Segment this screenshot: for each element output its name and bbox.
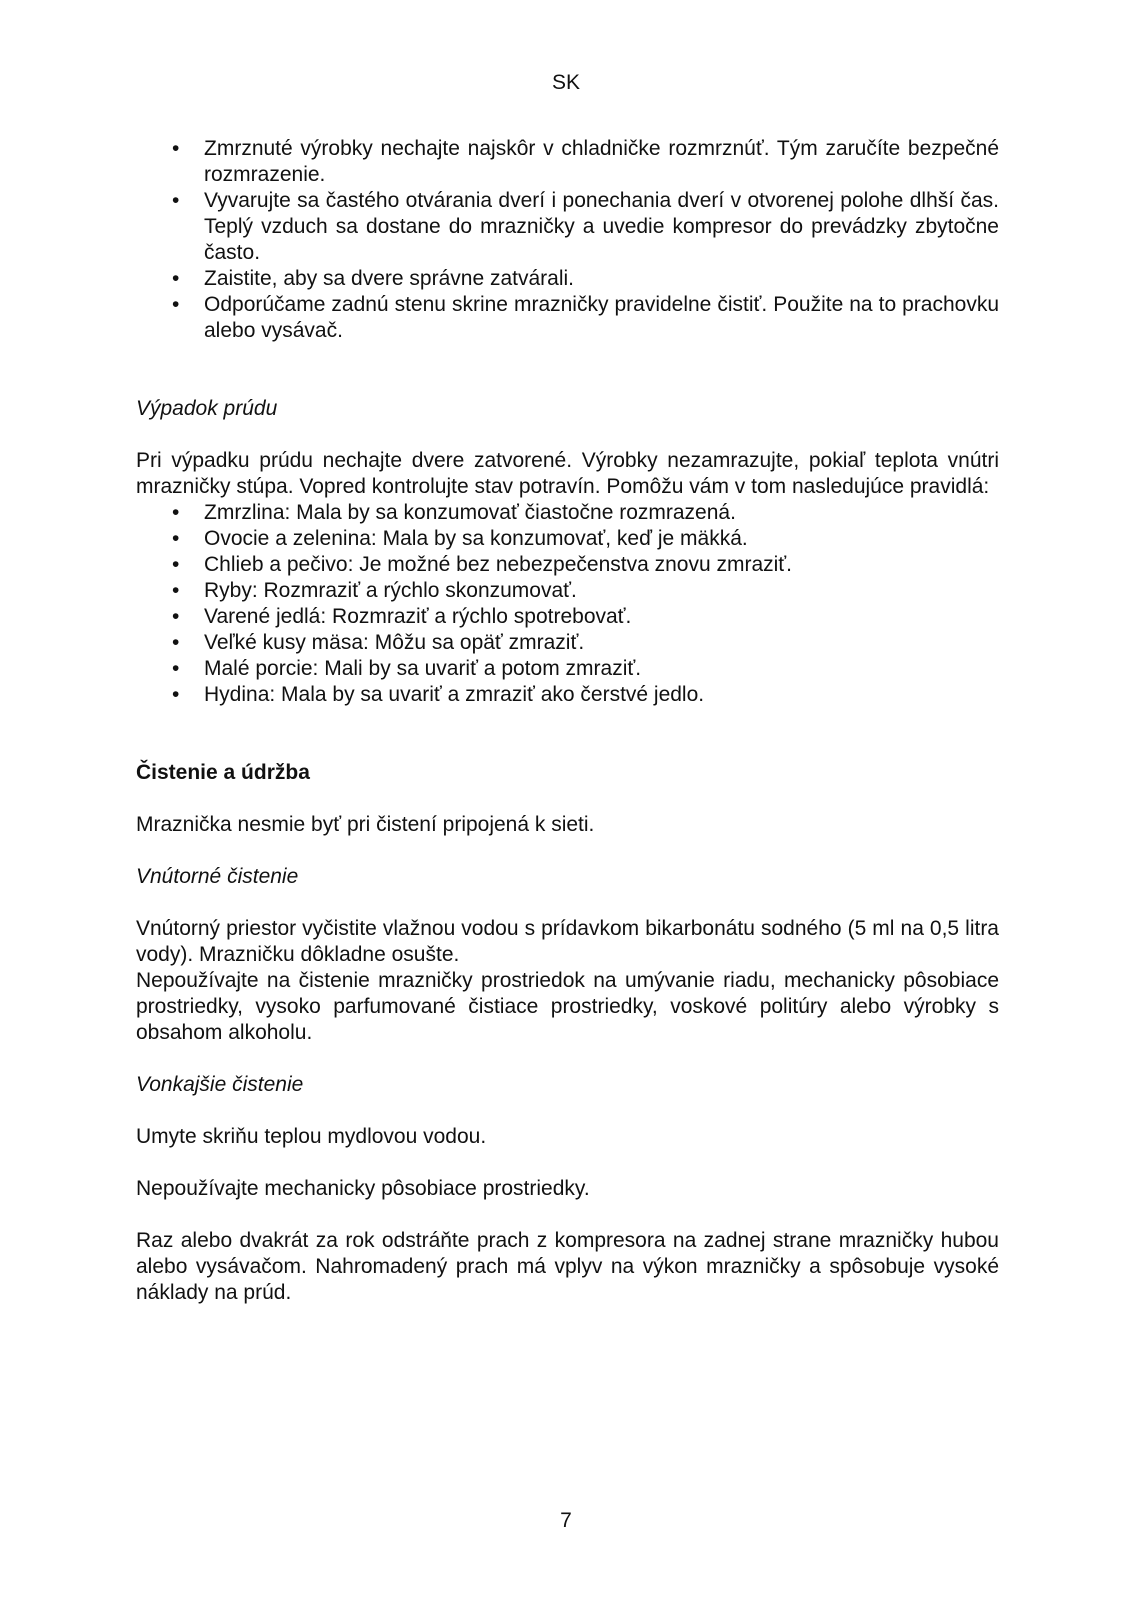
list-item [136,656,999,682]
interior-cleaning-paragraph: Vnútorný priestor vyčistite vlažnou vodou s prídavkom bikarbonátu sodného (5 ml na 0,5 litra vody). Mrazničku dôkladne osušte. [136,917,999,966]
exterior-cleaning-heading: Vonkajšie čistenie [136,1073,304,1096]
bullet-icon: • [172,501,180,524]
power-outage-intro: Pri výpadku prúdu nechajte dvere zatvorené. Výrobky nezamrazujte, pokiaľ teplota vnútri mrazničky stúpa. Vopred kontrolujte stav potravín. Pomôžu vám v tom nasledujúce pravidlá: [136,449,999,498]
list-item [136,630,999,656]
list-item [136,266,999,292]
list-item-text: Hydina: Mala by sa uvariť a zmraziť ako čerstvé jedlo. [204,683,705,706]
bullet-icon: • [172,579,180,602]
list-item-text: Odporúčame zadnú stenu skrine mrazničky pravidelne čistiť. Použite na to prachovku alebo vysávač. [204,293,999,342]
list-item [136,188,999,266]
list-item [136,526,999,552]
list-item-text: Zmrzlina: Mala by sa konzumovať čiastočne rozmrazená. [204,501,736,524]
bullet-icon: • [172,631,180,654]
interior-cleaning-warning: Nepoužívajte na čistenie mrazničky prostriedok na umývanie riadu, mechanicky pôsobiace prostriedky, vysoko parfumované čistiace prostriedky, voskové politúry alebo výrobky s obsahom alkoholu. [136,969,999,1044]
list-item-text: Vyvarujte sa častého otvárania dverí i ponechania dverí v otvorenej polohe dlhší čas. Teplý vzduch sa dostane do mrazničky a uvedie kompresor do prevádzky zbytočne často. [204,189,999,264]
bullet-icon: • [172,553,180,576]
list-item-text: Zaistite, aby sa dvere správne zatvárali. [204,267,575,290]
bullet-icon: • [172,293,180,316]
compressor-dust-paragraph: Raz alebo dvakrát za rok odstráňte prach z kompresora na zadnej strane mrazničky hubou alebo vysávačom. Nahromadený prach má vplyv na výkon mrazničky a spôsobuje vysoké náklady na prúd. [136,1229,999,1304]
list-item [136,604,999,630]
bullet-icon: • [172,657,180,680]
list-item-text: Veľké kusy mäsa: Môžu sa opäť zmraziť. [204,631,585,654]
cleaning-heading: Čistenie a údržba [136,761,310,784]
list-item-text: Varené jedlá: Rozmraziť a rýchlo spotrebovať. [204,605,632,628]
power-outage-rules-list [136,500,999,708]
list-item-text: Ryby: Rozmraziť a rýchlo skonzumovať. [204,579,577,602]
bullet-icon: • [172,683,180,706]
list-item-text: Zmrznuté výrobky nechajte najskôr v chladničke rozmrznúť. Tým zaručíte bezpečné rozmrazenie. [204,137,999,186]
list-item-text: Malé porcie: Mali by sa uvariť a potom zmraziť. [204,657,642,680]
bullet-icon: • [172,527,180,550]
list-item-text: Ovocie a zelenina: Mala by sa konzumovať, keď je mäkká. [204,527,748,550]
exterior-cleaning-warning: Nepoužívajte mechanicky pôsobiace prostriedky. [136,1177,590,1200]
list-item [136,578,999,604]
list-item [136,500,999,526]
bullet-icon: • [172,605,180,628]
interior-cleaning-heading: Vnútorné čistenie [136,865,299,888]
list-item-text: Chlieb a pečivo: Je možné bez nebezpečenstva znovu zmraziť. [204,553,793,576]
exterior-cleaning-paragraph: Umyte skriňu teplou mydlovou vodou. [136,1125,487,1148]
page-content [136,136,999,1306]
power-outage-heading: Výpadok prúdu [136,397,278,420]
list-item [136,682,999,708]
bullet-icon: • [172,189,180,212]
intro-bullet-list [136,136,999,344]
list-item [136,136,999,188]
language-header: SK [551,71,580,94]
page-number: 7 [560,1509,572,1532]
cleaning-intro: Mraznička nesmie byť pri čistení pripojená k sieti. [136,813,595,836]
list-item [136,292,999,344]
bullet-icon: • [172,267,180,290]
list-item [136,552,999,578]
bullet-icon: • [172,137,180,160]
